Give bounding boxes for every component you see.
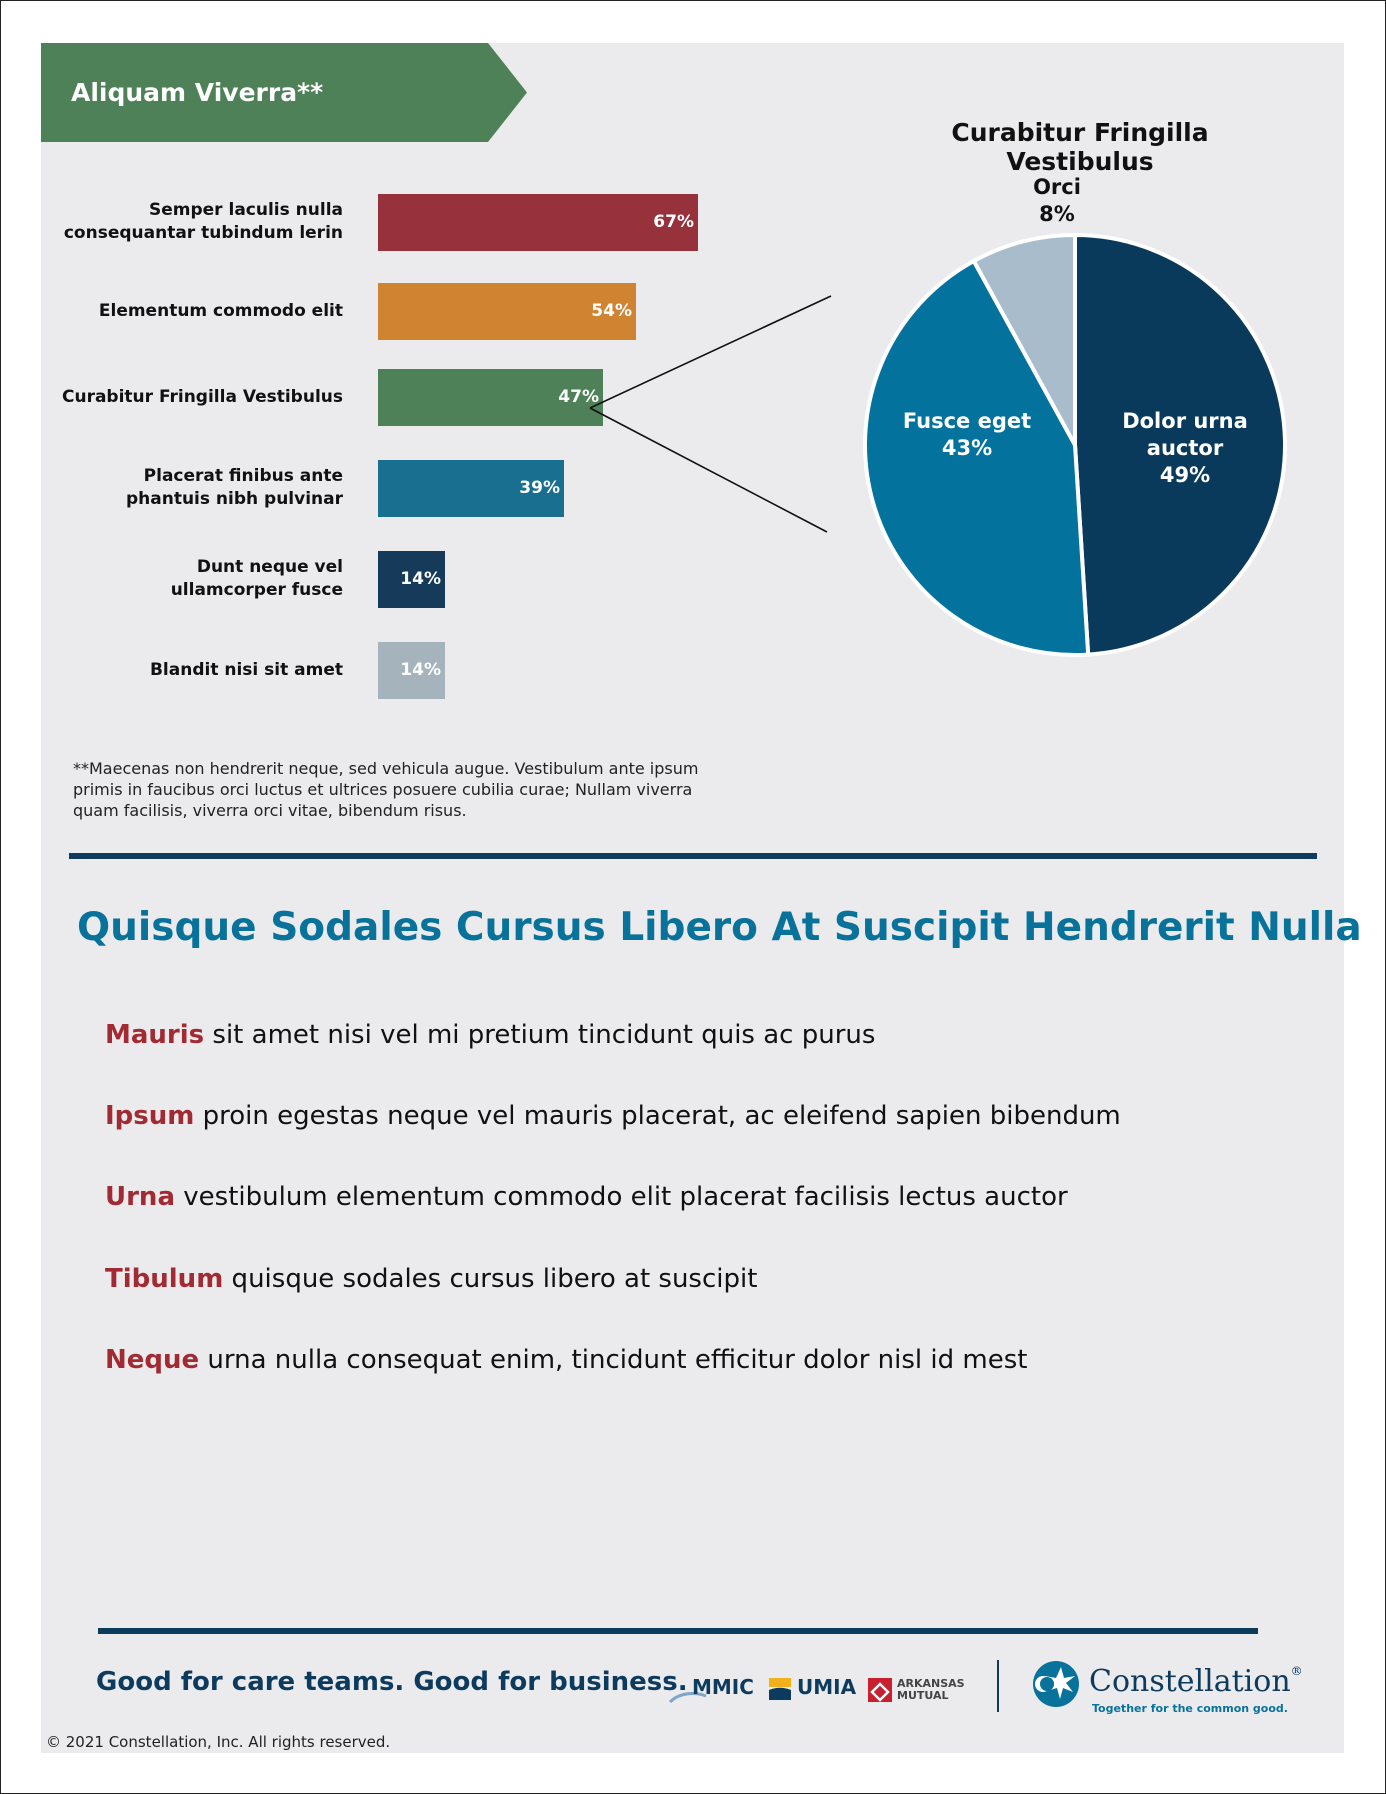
bullet-keyword: Urna bbox=[105, 1182, 175, 1212]
pie-connector-line bbox=[590, 408, 827, 532]
pie-slice-label-line: 8% bbox=[1039, 202, 1075, 226]
bar-category-label-line: Semper laculis nulla bbox=[149, 200, 343, 220]
bar-value-label: 54% bbox=[591, 300, 632, 321]
pie-slice-label-line: 49% bbox=[1159, 462, 1211, 487]
pie-slice-label-line: Fusce eget bbox=[902, 409, 1032, 433]
pie-slice-label-line: Orci bbox=[1033, 175, 1081, 199]
bar-value-label: 39% bbox=[519, 477, 560, 498]
pie-slice-label-line: 43% bbox=[941, 436, 993, 460]
mmic-logo-text: MMIC bbox=[692, 1675, 754, 1699]
bar-category-label-line: Dunt neque vel bbox=[196, 557, 343, 577]
pie-slice-label bbox=[857, 408, 1077, 462]
footnote: **Maecenas non hendrerit neque, sed vehicula augue. Vestibulum ante ipsum primis in faucibus orci luctus et ultrices posuere cubilia curae; Nullam viverra quam facilisis, viverra orci vitae, bibendum risus. bbox=[73, 759, 699, 820]
bullet-item bbox=[105, 1182, 1068, 1212]
bar-value-label: 14% bbox=[400, 568, 441, 589]
arkansas-logo-line2: MUTUAL bbox=[897, 1689, 949, 1702]
bullet-keyword: Tibulum bbox=[105, 1264, 224, 1294]
constellation-star-icon bbox=[1032, 1660, 1080, 1708]
bar-category-label-line: Placerat finibus ante bbox=[143, 466, 343, 486]
bullet-item bbox=[105, 1264, 757, 1294]
pie-slice-label-line: auctor bbox=[1146, 435, 1224, 460]
bullet-item bbox=[105, 1101, 1121, 1131]
bullet-text: sit amet nisi vel mi pretium tincidunt quis ac purus bbox=[204, 1020, 876, 1050]
pie-chart bbox=[0, 0, 1386, 700]
bar-category-label-line: Blandit nisi sit amet bbox=[149, 659, 343, 680]
section-title: Quisque Sodales Cursus Libero At Suscipit Hendrerit Nulla bbox=[77, 905, 1362, 950]
pie-slice-label bbox=[947, 174, 1167, 228]
umia-logo-text: UMIA bbox=[797, 1675, 857, 1699]
umia-mark-icon bbox=[769, 1678, 791, 1700]
bullet-item bbox=[105, 1020, 875, 1050]
banner-title: Aliquam Viverra** bbox=[71, 78, 324, 107]
bar-value-label: 47% bbox=[558, 386, 599, 407]
bullet-text: vestibulum elementum commodo elit placerat facilisis lectus auctor bbox=[175, 1182, 1068, 1212]
pie-connector-line bbox=[590, 296, 831, 408]
pie-slice-label bbox=[1075, 408, 1295, 489]
pie-slice-label-line: Dolor urna bbox=[1122, 408, 1248, 433]
constellation-tagline: Together for the common good. bbox=[1092, 1702, 1288, 1715]
bullet-keyword: Neque bbox=[105, 1345, 200, 1375]
logo-separator bbox=[997, 1660, 999, 1712]
bar-category-label-line: Elementum commodo elit bbox=[98, 300, 343, 321]
pie-chart-title: Curabitur Fringilla Vestibulus bbox=[951, 118, 1209, 176]
arkansas-logo-line1: ARKANSAS bbox=[897, 1677, 965, 1690]
bullet-keyword: Ipsum bbox=[105, 1101, 195, 1131]
bullet-text: urna nulla consequat enim, tincidunt efficitur dolor nisl id mest bbox=[199, 1345, 1028, 1375]
footer-divider bbox=[98, 1628, 1258, 1634]
bullet-item bbox=[105, 1345, 1027, 1375]
copyright: © 2021 Constellation, Inc. All rights reserved. bbox=[46, 1733, 391, 1751]
bar-value-label: 67% bbox=[653, 211, 694, 232]
footer-tagline: Good for care teams. Good for business. bbox=[96, 1667, 688, 1697]
constellation-wordmark: Constellation® bbox=[1089, 1664, 1303, 1699]
bar-category-label-line: phantuis nibh pulvinar bbox=[125, 489, 343, 509]
section-divider bbox=[69, 853, 1317, 859]
bar-value-label: 14% bbox=[400, 659, 441, 680]
bullet-keyword: Mauris bbox=[105, 1020, 205, 1050]
bullet-text: quisque sodales cursus libero at suscipit bbox=[223, 1264, 758, 1294]
arkansas-diamond-icon bbox=[868, 1678, 892, 1702]
bar-category-label-line: Curabitur Fringilla Vestibulus bbox=[62, 386, 343, 407]
bar-category-label-line: ullamcorper fusce bbox=[170, 580, 343, 600]
bullet-text: proin egestas neque vel mauris placerat, ac eleifend sapien bibendum bbox=[194, 1101, 1121, 1131]
bar-category-label-line: consequantar tubindum lerin bbox=[63, 223, 343, 243]
